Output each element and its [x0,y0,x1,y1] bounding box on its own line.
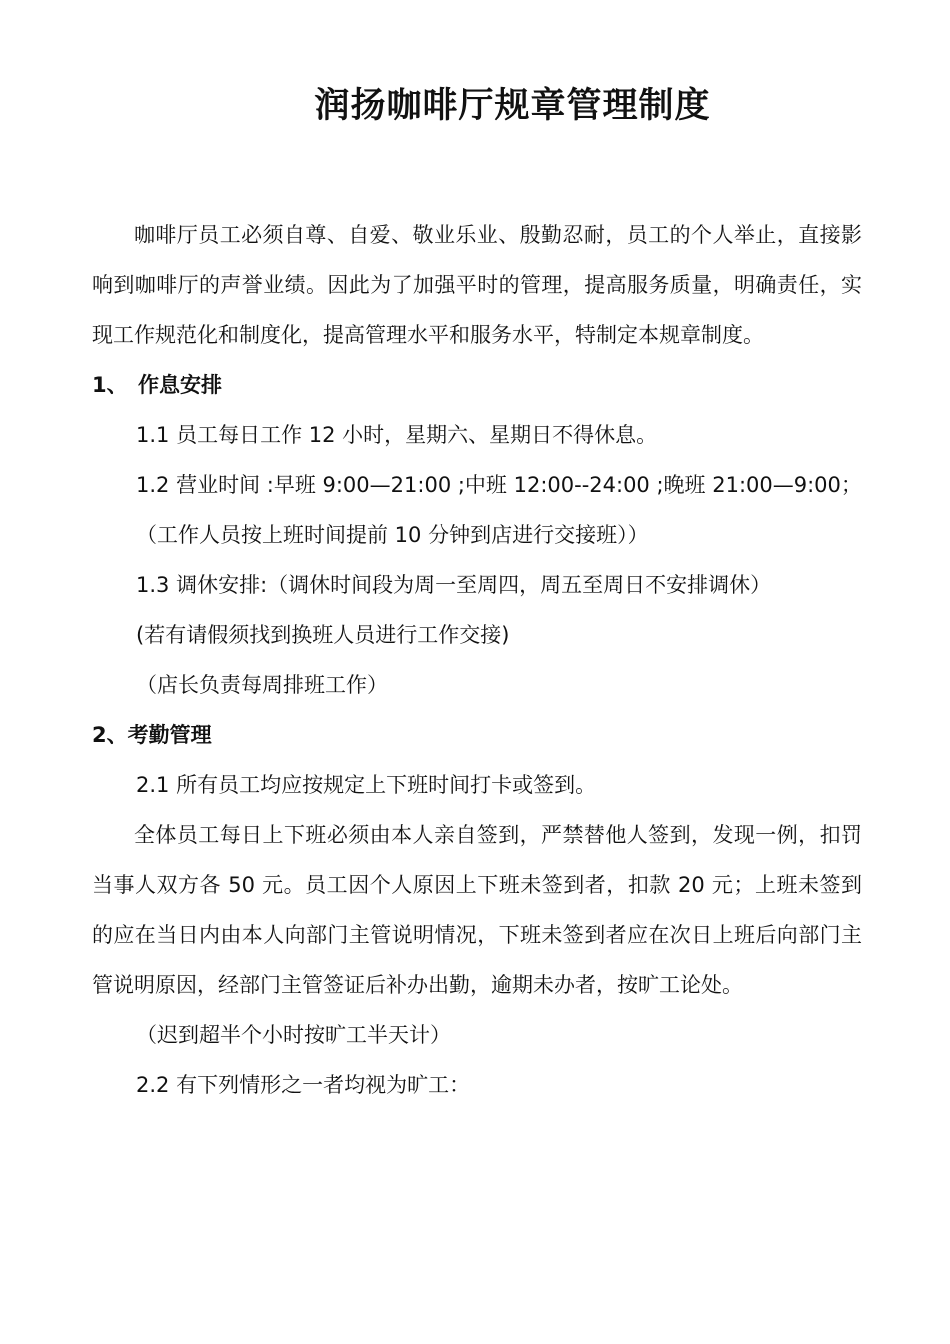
section-1-heading [92,360,862,410]
section-1-line-6: （店长负责每周排班工作） [136,673,388,697]
section-1-line-4: 1.3 调休安排:（调休时间段为周一至周四，周五至周日不安排调休） [136,573,772,597]
section-1-line-2: 1.2 营业时间 :早班 9:00—21:00 ;中班 12:00--24:00 ;晚班 21:00—9:00； [136,473,862,497]
document-body [92,210,862,1110]
section-1-line-3: （工作人员按上班时间提前 10 分钟到店进行交接班）） [136,523,649,547]
section-1-title: 作息安排 [138,373,222,397]
section-2-line-1: 2.1 所有员工均应按规定上下班时间打卡或签到。 [136,773,597,797]
section-2-note: （迟到超半个小时按旷工半天计） [136,1023,451,1047]
section-1-number: 1、 [92,373,128,397]
intro-paragraph: 咖啡厅员工必须自尊、自爱、敬业乐业、殷勤忍耐，员工的个人举止，直接影响到咖啡厅的声誉业绩。因此为了加强平时的管理，提高服务质量，明确责任，实现工作规范化和制度化，提高管理水平和服务水平，特制定本规章制度。 [92,223,862,347]
section-2-title: 考勤管理 [127,723,212,747]
section-2-paragraph: 全体员工每日上下班必须由本人亲自签到，严禁替他人签到，发现一例，扣罚当事人双方各 50 元。员工因个人原因上下班未签到者，扣款 20 元；上班未签到的应在当日内由本人向部门主管说明情况，下班未签到者应在次日上班后向部门主管说明原因，经部门主管签证后补办出勤，逾期未办者，按旷工论处。 [92,823,862,997]
section-1-line-5: (若有请假须找到换班人员进行工作交接) [136,623,510,647]
section-2-number: 2、 [92,723,128,747]
section-2-line-last: 2.2 有下列情形之一者均视为旷工： [136,1073,471,1097]
document-title: 润扬咖啡厅规章管理制度 [314,86,711,126]
section-2-heading [92,710,862,760]
section-1-line-1: 1.1 员工每日工作 12 小时，星期六、星期日不得休息。 [136,423,658,447]
